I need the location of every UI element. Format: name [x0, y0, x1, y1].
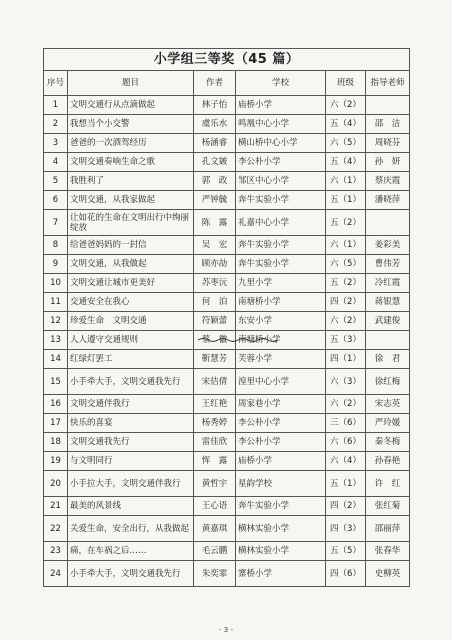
- table-row: [44, 96, 410, 115]
- table-row: [44, 312, 410, 331]
- row-title: 与文明同行: [68, 452, 194, 471]
- row-number: 15: [44, 369, 68, 395]
- row-school: 鸣凰中心小学: [236, 115, 326, 134]
- row-author: 吴 宏: [194, 236, 236, 255]
- row-teacher: 潘晓萍: [366, 191, 410, 210]
- row-school: 奔牛实验小学: [236, 236, 326, 255]
- handwritten-wavy-underline: [198, 337, 278, 343]
- row-school: 星韵学校: [236, 471, 326, 497]
- row-class: 四（3）: [326, 516, 366, 542]
- row-class: 五（2）: [326, 210, 366, 236]
- row-teacher: 张红菊: [366, 497, 410, 516]
- table-header-row: [44, 71, 410, 96]
- row-class: 四（6）: [326, 561, 366, 587]
- row-teacher: [366, 96, 410, 115]
- row-school: 寨桥小学: [236, 561, 326, 587]
- row-school: 横林实验小学: [236, 542, 326, 561]
- header-school: 学校: [236, 71, 326, 96]
- row-teacher: 徐 君: [366, 350, 410, 369]
- row-teacher: [366, 210, 410, 236]
- row-class: 六（3）: [326, 369, 366, 395]
- row-number: 21: [44, 497, 68, 516]
- row-class: 五（4）: [326, 115, 366, 134]
- row-school: 湟里中心小学: [236, 369, 326, 395]
- row-author: 苏枣沅: [194, 274, 236, 293]
- row-title: 红绿灯罢工: [68, 350, 194, 369]
- row-class: 六（5）: [326, 134, 366, 153]
- row-teacher: [366, 331, 410, 350]
- row-number: 12: [44, 312, 68, 331]
- row-number: 17: [44, 414, 68, 433]
- table-row: [44, 210, 410, 236]
- row-teacher: 邵 洁: [366, 115, 410, 134]
- row-author: 朱奕霏: [194, 561, 236, 587]
- row-title: 文明交通伴我行: [68, 395, 194, 414]
- row-title: 文明交通我先行: [68, 433, 194, 452]
- row-title: 我想当个小交警: [68, 115, 194, 134]
- row-title: 小手牵大手，文明交通我先行: [68, 369, 194, 395]
- row-title: 痛，在车祸之后……: [68, 542, 194, 561]
- row-class: 四（2）: [326, 293, 366, 312]
- row-class: 五（3）: [326, 331, 366, 350]
- row-number: 3: [44, 134, 68, 153]
- row-author: 王红艳: [194, 395, 236, 414]
- row-school: 芙蓉小学: [236, 350, 326, 369]
- row-title: 关爱生命，安全出行，从我做起: [68, 516, 194, 542]
- header-author: 作者: [194, 71, 236, 96]
- row-school: 九里小学: [236, 274, 326, 293]
- row-title: 爸爸的一次酒驾经历: [68, 134, 194, 153]
- header-title: 题目: [68, 71, 194, 96]
- row-author: 杨涵睿: [194, 134, 236, 153]
- row-number: 18: [44, 433, 68, 452]
- row-class: 六（5）: [326, 255, 366, 274]
- row-school: 李公朴小学: [236, 414, 326, 433]
- table-row: [44, 293, 410, 312]
- row-teacher: 徐红梅: [366, 369, 410, 395]
- row-author: 恽 露: [194, 452, 236, 471]
- row-title: 文明交通让城市更美好: [68, 274, 194, 293]
- row-school: 庙桥小学: [236, 96, 326, 115]
- row-author: 虞乐水: [194, 115, 236, 134]
- table-row: [44, 350, 410, 369]
- row-author: 严钟毓: [194, 191, 236, 210]
- row-number: 23: [44, 542, 68, 561]
- row-number: 6: [44, 191, 68, 210]
- row-title: 最美的风景线: [68, 497, 194, 516]
- row-number: 8: [44, 236, 68, 255]
- row-author: 靳慧芳: [194, 350, 236, 369]
- row-number: 13: [44, 331, 68, 350]
- header-teacher: 指导老师: [366, 71, 410, 96]
- row-title: 我胜利了: [68, 172, 194, 191]
- row-school: 南塘桥小学: [236, 293, 326, 312]
- row-teacher: 姜彩美: [366, 236, 410, 255]
- row-number: 10: [44, 274, 68, 293]
- row-title: 珍爱生命 文明交通: [68, 312, 194, 331]
- row-class: 六（2）: [326, 96, 366, 115]
- table-row: [44, 369, 410, 395]
- row-title: 快乐的喜宴: [68, 414, 194, 433]
- row-school: 庙桥小学: [236, 452, 326, 471]
- table-row: [44, 471, 410, 497]
- row-school: 奔牛实验小学: [236, 497, 326, 516]
- row-number: 14: [44, 350, 68, 369]
- row-teacher: 许 红: [366, 471, 410, 497]
- row-class: 五（2）: [326, 274, 366, 293]
- row-teacher: 武建俊: [366, 312, 410, 331]
- row-school: 横山桥中心小学: [236, 134, 326, 153]
- row-number: 20: [44, 471, 68, 497]
- row-school: 李公朴小学: [236, 153, 326, 172]
- row-class: 六（4）: [326, 452, 366, 471]
- row-number: 2: [44, 115, 68, 134]
- table-row: [44, 452, 410, 471]
- row-number: 7: [44, 210, 68, 236]
- row-teacher: 张春华: [366, 542, 410, 561]
- row-class: 五（5）: [326, 542, 366, 561]
- row-number: 4: [44, 153, 68, 172]
- row-title: 让如花的生命在文明出行中绚丽绽放: [68, 210, 194, 236]
- row-author: 郭 政: [194, 172, 236, 191]
- row-teacher: 孙 妍: [366, 153, 410, 172]
- row-number: 1: [44, 96, 68, 115]
- row-author: 林子怡: [194, 96, 236, 115]
- row-number: 22: [44, 516, 68, 542]
- row-author: 符颖蕾: [194, 312, 236, 331]
- table-title: 小学组三等奖（45 篇）: [44, 49, 410, 71]
- row-title: 文明交通行从点滴做起: [68, 96, 194, 115]
- table-row: [44, 561, 410, 587]
- row-class: 四（1）: [326, 350, 366, 369]
- row-author: 蔡 徽: [194, 331, 236, 350]
- row-class: 三（6）: [326, 414, 366, 433]
- table-row: [44, 274, 410, 293]
- row-school: 东安小学: [236, 312, 326, 331]
- row-author: 黄哲宇: [194, 471, 236, 497]
- row-school: 南塘桥小学: [236, 331, 326, 350]
- table-row: [44, 542, 410, 561]
- row-teacher: 秦冬梅: [366, 433, 410, 452]
- row-class: 四（2）: [326, 497, 366, 516]
- row-class: 六（1）: [326, 172, 366, 191]
- row-number: 19: [44, 452, 68, 471]
- table-row: [44, 172, 410, 191]
- row-teacher: 邵丽萍: [366, 516, 410, 542]
- row-teacher: 严玲媛: [366, 414, 410, 433]
- row-teacher: 史柳英: [366, 561, 410, 587]
- row-school: 李公朴小学: [236, 433, 326, 452]
- page-number: - 3 -: [219, 626, 233, 634]
- row-author: 宋佶倩: [194, 369, 236, 395]
- row-teacher: 蔡庆霞: [366, 172, 410, 191]
- row-title: 小手牵大手，文明交通我先行: [68, 561, 194, 587]
- row-class: 六（1）: [326, 236, 366, 255]
- row-school: 周家巷小学: [236, 395, 326, 414]
- row-author: 杨秀婷: [194, 414, 236, 433]
- row-number: 24: [44, 561, 68, 587]
- award-table: [43, 48, 410, 587]
- row-title: 文明交通奏响生命之歌: [68, 153, 194, 172]
- row-school: 邹区中心小学: [236, 172, 326, 191]
- row-teacher: 冷红霞: [366, 274, 410, 293]
- table-row: [44, 395, 410, 414]
- row-school: 奔牛实验小学: [236, 191, 326, 210]
- row-class: 五（1）: [326, 471, 366, 497]
- table-row: [44, 414, 410, 433]
- row-number: 9: [44, 255, 68, 274]
- row-class: 五（1）: [326, 191, 366, 210]
- row-number: 16: [44, 395, 68, 414]
- row-author: 毛云鹏: [194, 542, 236, 561]
- row-title: 文明交通，从我做起: [68, 255, 194, 274]
- row-teacher: 曹伟芳: [366, 255, 410, 274]
- row-title: 人人遵守交通规则: [68, 331, 194, 350]
- row-number: 5: [44, 172, 68, 191]
- row-teacher: 蒋银慧: [366, 293, 410, 312]
- row-school: 奔牛实验小学: [236, 255, 326, 274]
- row-title: 交通安全在我心: [68, 293, 194, 312]
- table-row: [44, 497, 410, 516]
- row-author: 顾亦劼: [194, 255, 236, 274]
- row-school: 礼嘉中心小学: [236, 210, 326, 236]
- row-class: 五（4）: [326, 153, 366, 172]
- row-school: 横林实验小学: [236, 516, 326, 542]
- row-author: 陈 露: [194, 210, 236, 236]
- row-author: 黄嘉琪: [194, 516, 236, 542]
- row-title: 文明交通，从我家做起: [68, 191, 194, 210]
- row-number: 11: [44, 293, 68, 312]
- table-row: [44, 153, 410, 172]
- row-teacher: 周晓芬: [366, 134, 410, 153]
- row-author: 何 泊: [194, 293, 236, 312]
- row-author: 孔文皴: [194, 153, 236, 172]
- table-row: [44, 516, 410, 542]
- row-teacher: 孙春艳: [366, 452, 410, 471]
- table-row: [44, 255, 410, 274]
- table-row: [44, 191, 410, 210]
- header-no: 序号: [44, 71, 68, 96]
- table-row: [44, 115, 410, 134]
- table-row: [44, 236, 410, 255]
- row-author: 王心语: [194, 497, 236, 516]
- row-title: 给爸爸妈妈的一封信: [68, 236, 194, 255]
- row-class: 六（2）: [326, 312, 366, 331]
- table-row: [44, 134, 410, 153]
- row-teacher: 宋志英: [366, 395, 410, 414]
- table-row: [44, 433, 410, 452]
- header-class: 班级: [326, 71, 366, 96]
- row-title: 小手拉大手，文明交通伴我行: [68, 471, 194, 497]
- row-class: 六（6）: [326, 433, 366, 452]
- row-class: 六（2）: [326, 395, 366, 414]
- row-author: 雷佳欣: [194, 433, 236, 452]
